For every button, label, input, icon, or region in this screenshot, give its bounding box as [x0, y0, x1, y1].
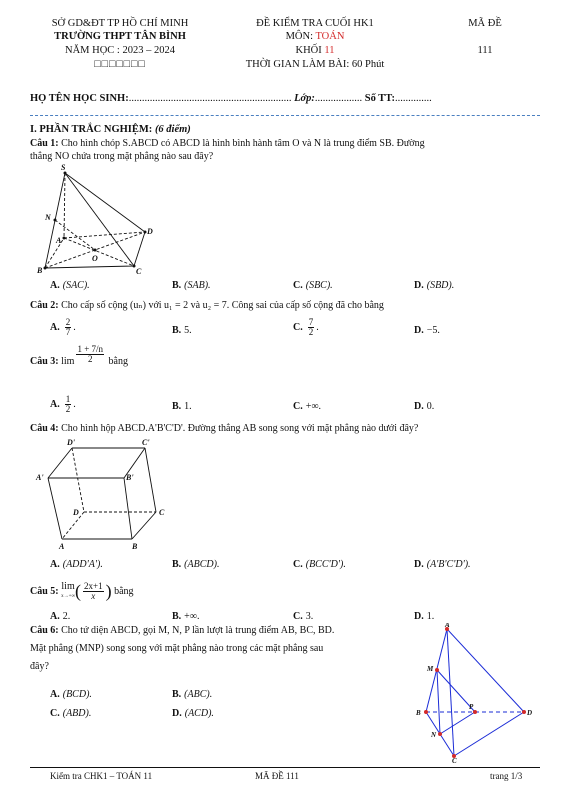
question-6-line3: đây?: [30, 661, 49, 672]
class-field[interactable]: ..................: [314, 93, 363, 104]
q4-option-a[interactable]: A. (ADD'A').: [50, 559, 103, 570]
grade-value: 11: [324, 45, 335, 56]
footer-rule: [30, 767, 540, 768]
fig6-label-a: A: [445, 623, 450, 629]
question-5: Câu 5: lim x→+∞( $\frac{2x+1}{x}$ ) bằng: [30, 580, 134, 601]
class-label: Lớp:: [294, 93, 315, 104]
footer-left: Kiểm tra CHK1 – TOÁN 11: [50, 771, 153, 781]
fig6-label-m: M: [427, 665, 434, 673]
question-2-text: Cho cấp số cộng (uₙ) với u₁ = 2 và u₂ = 7. Công sai của cấp số cộng đã cho bằng: [61, 300, 384, 311]
question-6-text1: Cho tứ diện ABCD, gọi M, N, P lần lượt là trung điểm AB, BC, BD.: [61, 625, 335, 636]
fig4-label-bp: B': [126, 473, 134, 482]
q5-option-a[interactable]: A. 2.: [50, 611, 71, 622]
exam-time: THỜI GIAN LÀM BÀI: 60 Phút: [245, 59, 385, 70]
fig1-label-o: O: [92, 254, 98, 263]
q2-option-a[interactable]: A. $\frac{2}{7}$ .: [50, 317, 76, 337]
fig6-label-b: B: [416, 709, 421, 717]
school-year: NĂM HỌC : 2023 – 2024: [65, 45, 175, 56]
q1-option-a[interactable]: A. (SAC).: [50, 280, 90, 291]
q1-option-c[interactable]: C. (SBC).: [293, 280, 333, 291]
section-title: [30, 124, 191, 135]
department-name: SỞ GD&ĐT TP HỒ CHÍ MINH: [51, 18, 189, 29]
subject-value: TOÁN: [315, 31, 345, 42]
q5-numerator: 2x+1: [84, 581, 103, 591]
question-1-line2: thẳng NO chứa trong mặt phẳng nào sau đây?: [30, 151, 214, 162]
fig6-label-n: N: [431, 731, 437, 739]
grade-label: KHỐI: [295, 45, 325, 56]
q5-lim: lim: [61, 580, 75, 592]
question-6-line2: Mặt phẳng (MNP) song song với mặt phẳng nào trong các mặt phẳng sau: [30, 643, 324, 654]
question-6-label: Câu 6:: [30, 625, 59, 636]
q2-option-d[interactable]: D. −5.: [414, 325, 440, 336]
fig6-label-c: C: [452, 757, 457, 763]
fig1-label-d: D: [147, 227, 153, 236]
question-6-line1: [30, 624, 410, 637]
question-3: [30, 344, 128, 368]
q5-option-b[interactable]: B. +∞.: [172, 611, 200, 622]
question-3-label: Câu 3:: [30, 356, 59, 367]
fig4-label-d: D: [73, 508, 79, 517]
q3-denominator: 2: [88, 354, 93, 365]
q6-option-d[interactable]: D. (ACD).: [172, 708, 214, 719]
question-2: [30, 299, 540, 312]
fig4-label-cp: C': [142, 438, 150, 447]
question-2-label: Câu 2:: [30, 300, 59, 311]
footer-page: trang 1/3: [490, 771, 523, 781]
q6-option-b[interactable]: B. (ABC).: [172, 689, 213, 700]
question-4-label: Câu 4:: [30, 423, 59, 434]
fig6-label-d: D: [527, 709, 533, 717]
q6-option-a[interactable]: A. (BCD).: [50, 689, 92, 700]
subject-line: [205, 31, 425, 42]
question-1-label: Câu 1:: [30, 138, 59, 149]
fig4-label-c: C: [159, 508, 165, 517]
q2-option-b[interactable]: B. 5.: [172, 325, 192, 336]
exam-title: ĐỀ KIỂM TRA CUỐI HK1: [256, 18, 374, 29]
fig4-label-dp: D': [67, 438, 75, 447]
question-4: [30, 422, 550, 435]
q3-lim: lim: [61, 356, 75, 367]
q5-lim-sub: x→+∞: [61, 593, 76, 599]
fig1-label-s: S: [61, 163, 66, 172]
q3-numerator: 1 + 7/n: [77, 344, 104, 355]
grade-line: [205, 45, 425, 56]
fig1-label-b: B: [37, 266, 43, 275]
q5-tail: bằng: [114, 585, 134, 597]
student-name-label: HỌ TÊN HỌC SINH:: [30, 93, 129, 104]
q6-option-c[interactable]: C. (ABD).: [50, 708, 92, 719]
q2-option-c[interactable]: C. $\frac{7}{2}$ .: [293, 317, 319, 337]
section-points: (6 điểm): [154, 124, 191, 135]
q3-option-a[interactable]: A. $\frac{1}{2}$ .: [50, 394, 76, 414]
q5-option-c[interactable]: C. 3.: [293, 611, 314, 622]
question-1-line1: [30, 137, 540, 150]
q1-option-d[interactable]: D. (SBD).: [414, 280, 455, 291]
student-name-field[interactable]: ..............................................................: [128, 93, 292, 104]
fig6-label-p: P: [469, 703, 474, 711]
fig1-label-a: A: [56, 236, 62, 245]
fig4-label-b: B: [132, 542, 138, 551]
question-1-text1: Cho hình chóp S.ABCD có ABCD là hình bình hành tâm O và N là trung điểm SB. Đường: [61, 138, 425, 149]
q5-option-d[interactable]: D. 1.: [414, 611, 435, 622]
q4-option-b[interactable]: B. (ABCD).: [172, 559, 220, 570]
question-5-label: Câu 5:: [30, 585, 59, 597]
fig4-label-ap: A': [36, 473, 44, 482]
q3-tail: bằng: [108, 356, 128, 367]
q3-option-b[interactable]: B. 1.: [172, 401, 192, 412]
exam-code: 111: [477, 45, 493, 56]
q1-option-b[interactable]: B. (SAB).: [172, 280, 211, 291]
q4-option-c[interactable]: C. (BCC'D').: [293, 559, 346, 570]
school-name: TRƯỜNG THPT TÂN BÌNH: [54, 31, 186, 42]
pyramid-figure: [35, 163, 160, 278]
number-field[interactable]: ..............: [395, 93, 432, 104]
q3-option-d[interactable]: D. 0.: [414, 401, 435, 412]
fig1-label-n: N: [45, 213, 51, 222]
q4-option-d[interactable]: D. (A'B'C'D').: [414, 559, 471, 570]
section-title-text: I. PHẦN TRẮC NGHIỆM:: [30, 124, 153, 135]
box-figure: [32, 436, 182, 554]
placeholder-boxes: □□□□□□□: [94, 59, 146, 70]
student-info-line: [30, 93, 432, 104]
fig1-label-c: C: [136, 267, 142, 276]
number-label: Số TT:: [364, 93, 395, 104]
subject-label: MÔN:: [285, 31, 316, 42]
footer-exam-code: MÃ ĐỀ 111: [255, 771, 299, 781]
tetrahedron-figure: [412, 623, 542, 763]
exam-code-label: MÃ ĐỀ: [468, 18, 502, 29]
separator-line: [30, 115, 540, 116]
q3-option-c[interactable]: C. +∞.: [293, 401, 322, 412]
question-4-text: Cho hình hộp ABCD.A'B'C'D'. Đường thẳng AB song song với mặt phẳng nào dưới đây?: [61, 423, 419, 434]
q5-denominator: x: [91, 591, 96, 601]
fig4-label-a: A: [59, 542, 65, 551]
